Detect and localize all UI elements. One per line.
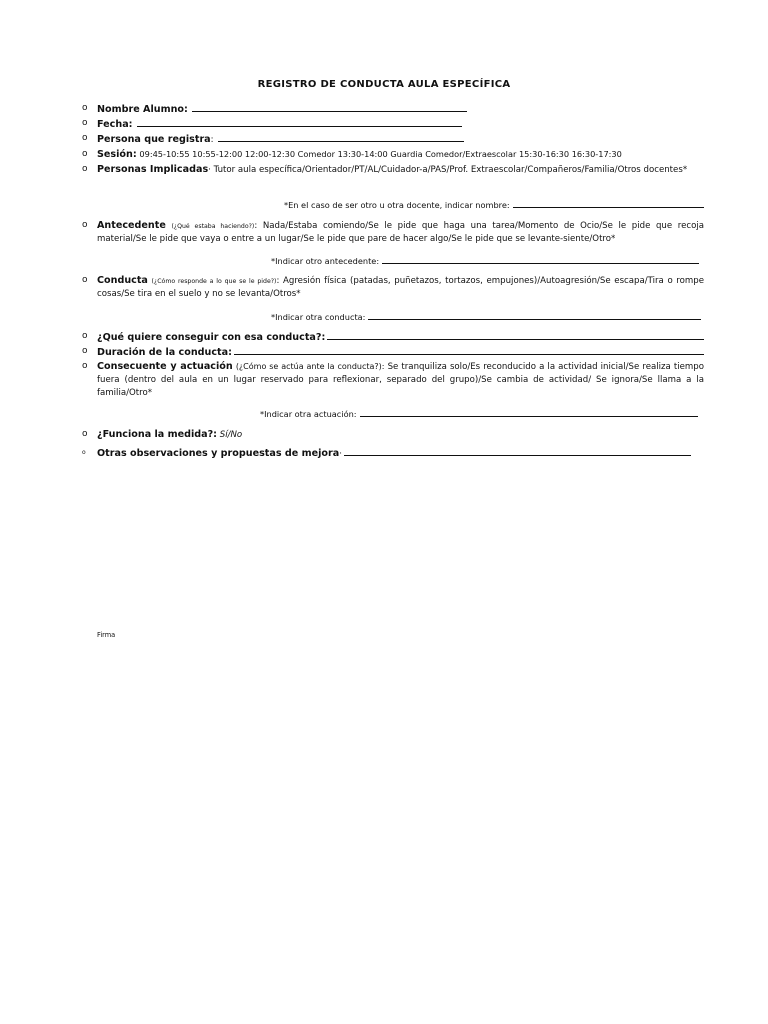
antecedente-label: Antecedente: [97, 220, 166, 231]
implicadas-options: Tutor aula específica/Orientador/PT/AL/Cuidador-a/PAS/Prof. Extraescolar/Compañeros/Familia/Otros docentes*: [213, 165, 688, 175]
consecuente-note: *Indicar otra actuación:: [260, 409, 357, 419]
bullet-icon: o: [82, 346, 88, 356]
antecedente-options: Nada/Estaba comiendo/Se le pide que haga una tarea/Momento de Ocio/Se le pide que recoja material/Se le pide que vaya o entre a un lugar/Se le pide que pare de hacer algo/Se le pide que se levante-siente/Otro*: [97, 221, 704, 244]
conducta-options: Agresión física (patadas, puñetazos, tortazos, empujones)/Autoagresión/Se escapa/Tira o rompe cosas/Se tira en el suelo y no se levanta/Otros*: [97, 276, 705, 299]
field-antecedente: o Antecedente (¿Qué estaba haciendo?): Nada/Estaba comiendo/Se le pide que haga una tarea/Momento de Ocio/Se le pide que recoja material/Se le pide que vaya o entre a un lugar/Se le pide que pare de hacer algo/Se le pide que se levante-siente/Otro*: [82, 220, 704, 244]
bullet-icon: o: [82, 275, 88, 285]
conducta-other-input-line[interactable]: [368, 310, 701, 320]
signature-label: Firma: [97, 631, 116, 639]
persona-label: Persona que registra: [97, 134, 211, 145]
duracion-input-line[interactable]: [234, 345, 704, 355]
funciona-options[interactable]: Sí/No: [219, 430, 243, 440]
conducta-question: (¿Cómo responde a lo que se le pide?): [151, 278, 277, 285]
field-consecuente: [82, 360, 704, 400]
consecuente-question: (¿Cómo se actúa ante la conducta?):: [235, 362, 385, 371]
consecuente-other-input-line[interactable]: [360, 407, 698, 417]
document-title: REGISTRO DE CONDUCTA AULA ESPECÍFICA: [257, 79, 511, 90]
conducta-note: *Indicar otra conducta:: [271, 312, 366, 322]
consecuente-label: Consecuente y actuación: [97, 361, 233, 372]
observaciones-input-line[interactable]: [344, 446, 691, 456]
bullet-icon: o: [82, 449, 86, 456]
fecha-label: Fecha:: [97, 119, 133, 130]
implicadas-other-row: [284, 198, 704, 210]
duracion-label: Duración de la conducta:: [97, 347, 232, 358]
bullet-icon: o: [82, 331, 88, 341]
antecedente-other-row: [271, 254, 699, 266]
fecha-input-line[interactable]: [137, 117, 462, 127]
bullet-icon: o: [82, 149, 88, 159]
nombre-input-line[interactable]: [192, 102, 467, 112]
field-fecha: [82, 117, 704, 131]
sesion-label: Sesión:: [97, 149, 137, 160]
consecuente-options: Se tranquiliza solo/Es reconducido a la actividad inicial/Se realiza tiempo fuera (dentro del aula en un lugar reservado para reflexionar, separado del grupo)/Se cambia de actividad/ Se ignora/Se llama a la familia/Otro*: [97, 362, 705, 398]
field-conducta: o Conducta (¿Cómo responde a lo que se le pide?): Agresión física (patadas, puñetazos, tortazos, empujones)/Autoagresión/Se escapa/Tira o rompe cosas/Se tira en el suelo y no se levanta/Otros*: [82, 275, 705, 299]
bullet-icon: o: [82, 133, 88, 143]
antecedente-note: *Indicar otro antecedente:: [271, 256, 380, 266]
conducta-label: Conducta: [97, 275, 148, 286]
field-duracion: [82, 345, 704, 359]
field-sesion: [82, 148, 722, 162]
bullet-icon: o: [82, 429, 88, 439]
bullet-icon: o: [82, 361, 88, 371]
funciona-label: ¿Funciona la medida?:: [97, 429, 218, 440]
nombre-label: Nombre Alumno:: [97, 104, 188, 115]
antecedente-other-input-line[interactable]: [382, 254, 699, 264]
observaciones-label: Otras observaciones y propuestas de mejora: [97, 448, 340, 459]
bullet-icon: o: [82, 164, 88, 174]
implicadas-label: Personas Implicadas: [97, 164, 209, 175]
field-nombre-alumno: [82, 102, 704, 116]
consecuente-other-row: [260, 407, 698, 419]
sesion-options: 09:45-10:55 10:55-12:00 12:00-12:30 Comedor 13:30-14:00 Guardia Comedor/Extraescolar 15:30-16:30 16:30-17:30: [139, 149, 622, 159]
bullet-icon: o: [82, 118, 88, 128]
persona-input-line[interactable]: [218, 132, 464, 142]
field-que-quiere: [82, 330, 704, 344]
implicadas-other-input-line[interactable]: [513, 198, 704, 208]
quiere-label: ¿Qué quiere conseguir con esa conducta?:: [97, 332, 326, 343]
implicadas-note: *En el caso de ser otro u otra docente, indicar nombre:: [284, 200, 510, 210]
antecedente-question: (¿Qué estaba haciendo?): [171, 223, 255, 230]
conducta-other-row: [271, 310, 701, 322]
bullet-icon: o: [82, 103, 88, 113]
field-persona-registra: o Persona que registra :: [82, 132, 704, 147]
field-observaciones: o Otras observaciones y propuestas de mejora ·: [82, 446, 691, 461]
quiere-input-line[interactable]: [327, 330, 704, 340]
field-funciona-medida: [82, 428, 704, 442]
bullet-icon: o: [82, 220, 88, 230]
field-personas-implicadas: o Personas Implicadas· Tutor aula específica/Orientador/PT/AL/Cuidador-a/PAS/Prof. Extraescolar/Compañeros/Familia/Otros docentes*: [82, 164, 688, 175]
